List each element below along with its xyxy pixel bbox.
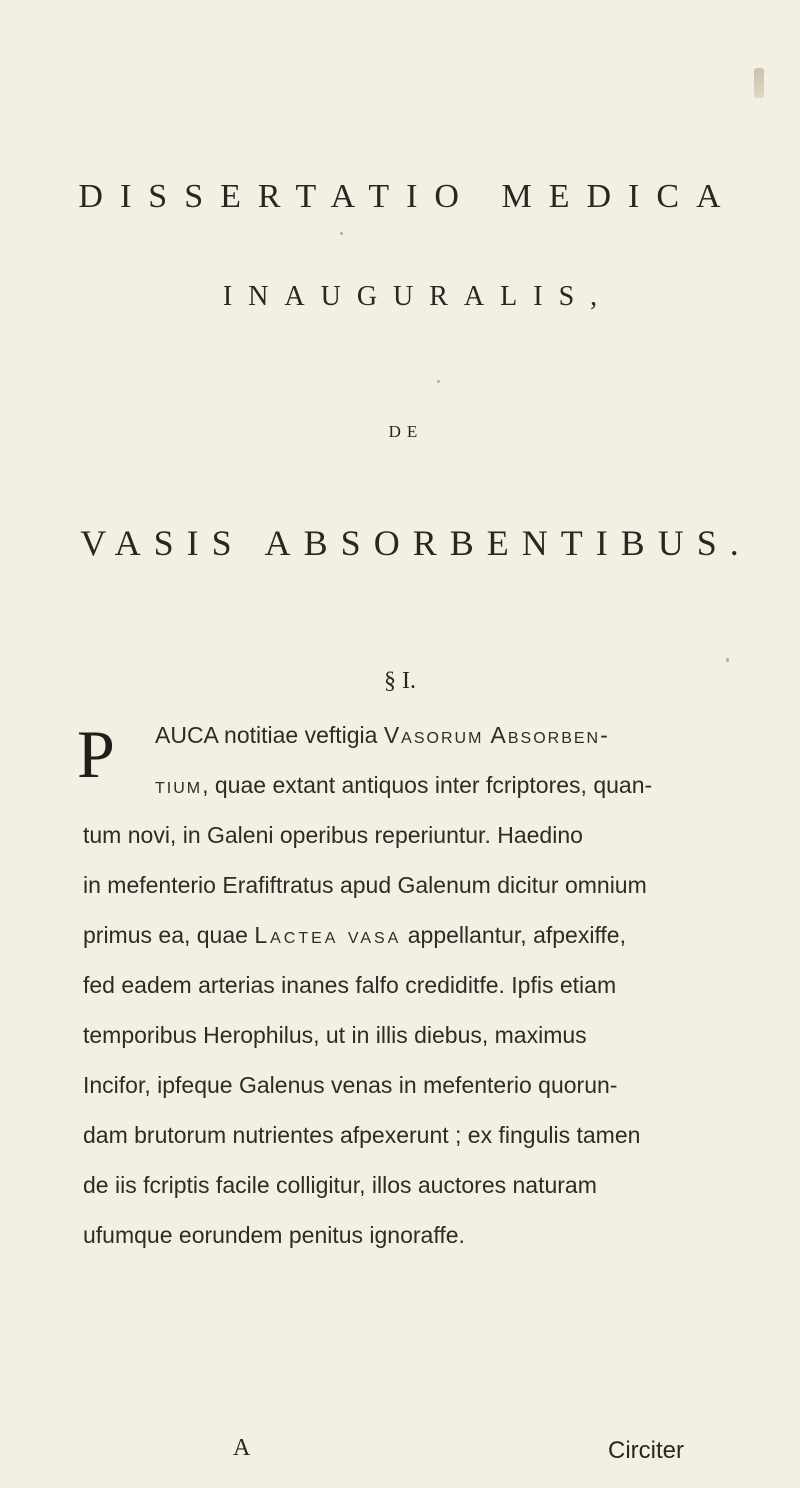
section-heading: § I.	[384, 668, 416, 694]
page-corner-mark	[754, 68, 764, 98]
text-line-3: tum novi, in Galeni operibus reperiuntur. Haedino	[83, 822, 583, 848]
paper-speck	[340, 232, 343, 235]
text-line-5c: appellantur, afpexiffe,	[401, 922, 626, 948]
text-line-10: de iis fcriptis facile colligitur, illos auctores naturam	[83, 1172, 597, 1198]
title-dissertatio-medica: DISSERTATIO MEDICA	[78, 178, 738, 215]
text-line-2a: tium	[155, 772, 203, 798]
title-vasis-absorbentibus: VASIS ABSORBENTIBUS.	[80, 523, 752, 563]
text-line-5a: primus ea, quae	[83, 922, 255, 948]
text-line-8: Incifor, ipfeque Galenus venas in mefenterio quorun-	[83, 1072, 618, 1098]
text-line-1a: AUCA notitiae veftigia	[155, 722, 384, 748]
signature-mark: A	[233, 1435, 251, 1461]
text-line-4: in mefenterio Erafiftratus apud Galenum dicitur omnium	[83, 872, 647, 898]
text-line-5	[83, 922, 626, 949]
text-line-5b: Lactea vasa	[254, 922, 402, 948]
paper-speck	[437, 380, 440, 383]
text-line-7: temporibus Herophilus, ut in illis diebus, maximus	[83, 1022, 587, 1048]
text-line-2b: , quae extant antiquos inter fcriptores, quan-	[202, 772, 653, 798]
catchword: Circiter	[608, 1437, 684, 1464]
paper-speck	[726, 658, 729, 662]
text-line-9: dam brutorum nutrientes afpexerunt ; ex fingulis tamen	[83, 1122, 641, 1148]
text-line-11: ufumque eorundem penitus ignoraffe.	[83, 1222, 465, 1248]
text-line-6: fed eadem arterias inanes falfo crediditfe. Ipfis etiam	[83, 972, 617, 998]
text-line-1	[155, 722, 610, 749]
title-inauguralis: INAUGURALIS,	[222, 281, 614, 312]
drop-cap: P	[77, 716, 115, 792]
text-line-2	[155, 772, 652, 799]
title-de: DE	[388, 422, 424, 441]
text-line-1b: Vasorum Absorben-	[383, 722, 610, 748]
